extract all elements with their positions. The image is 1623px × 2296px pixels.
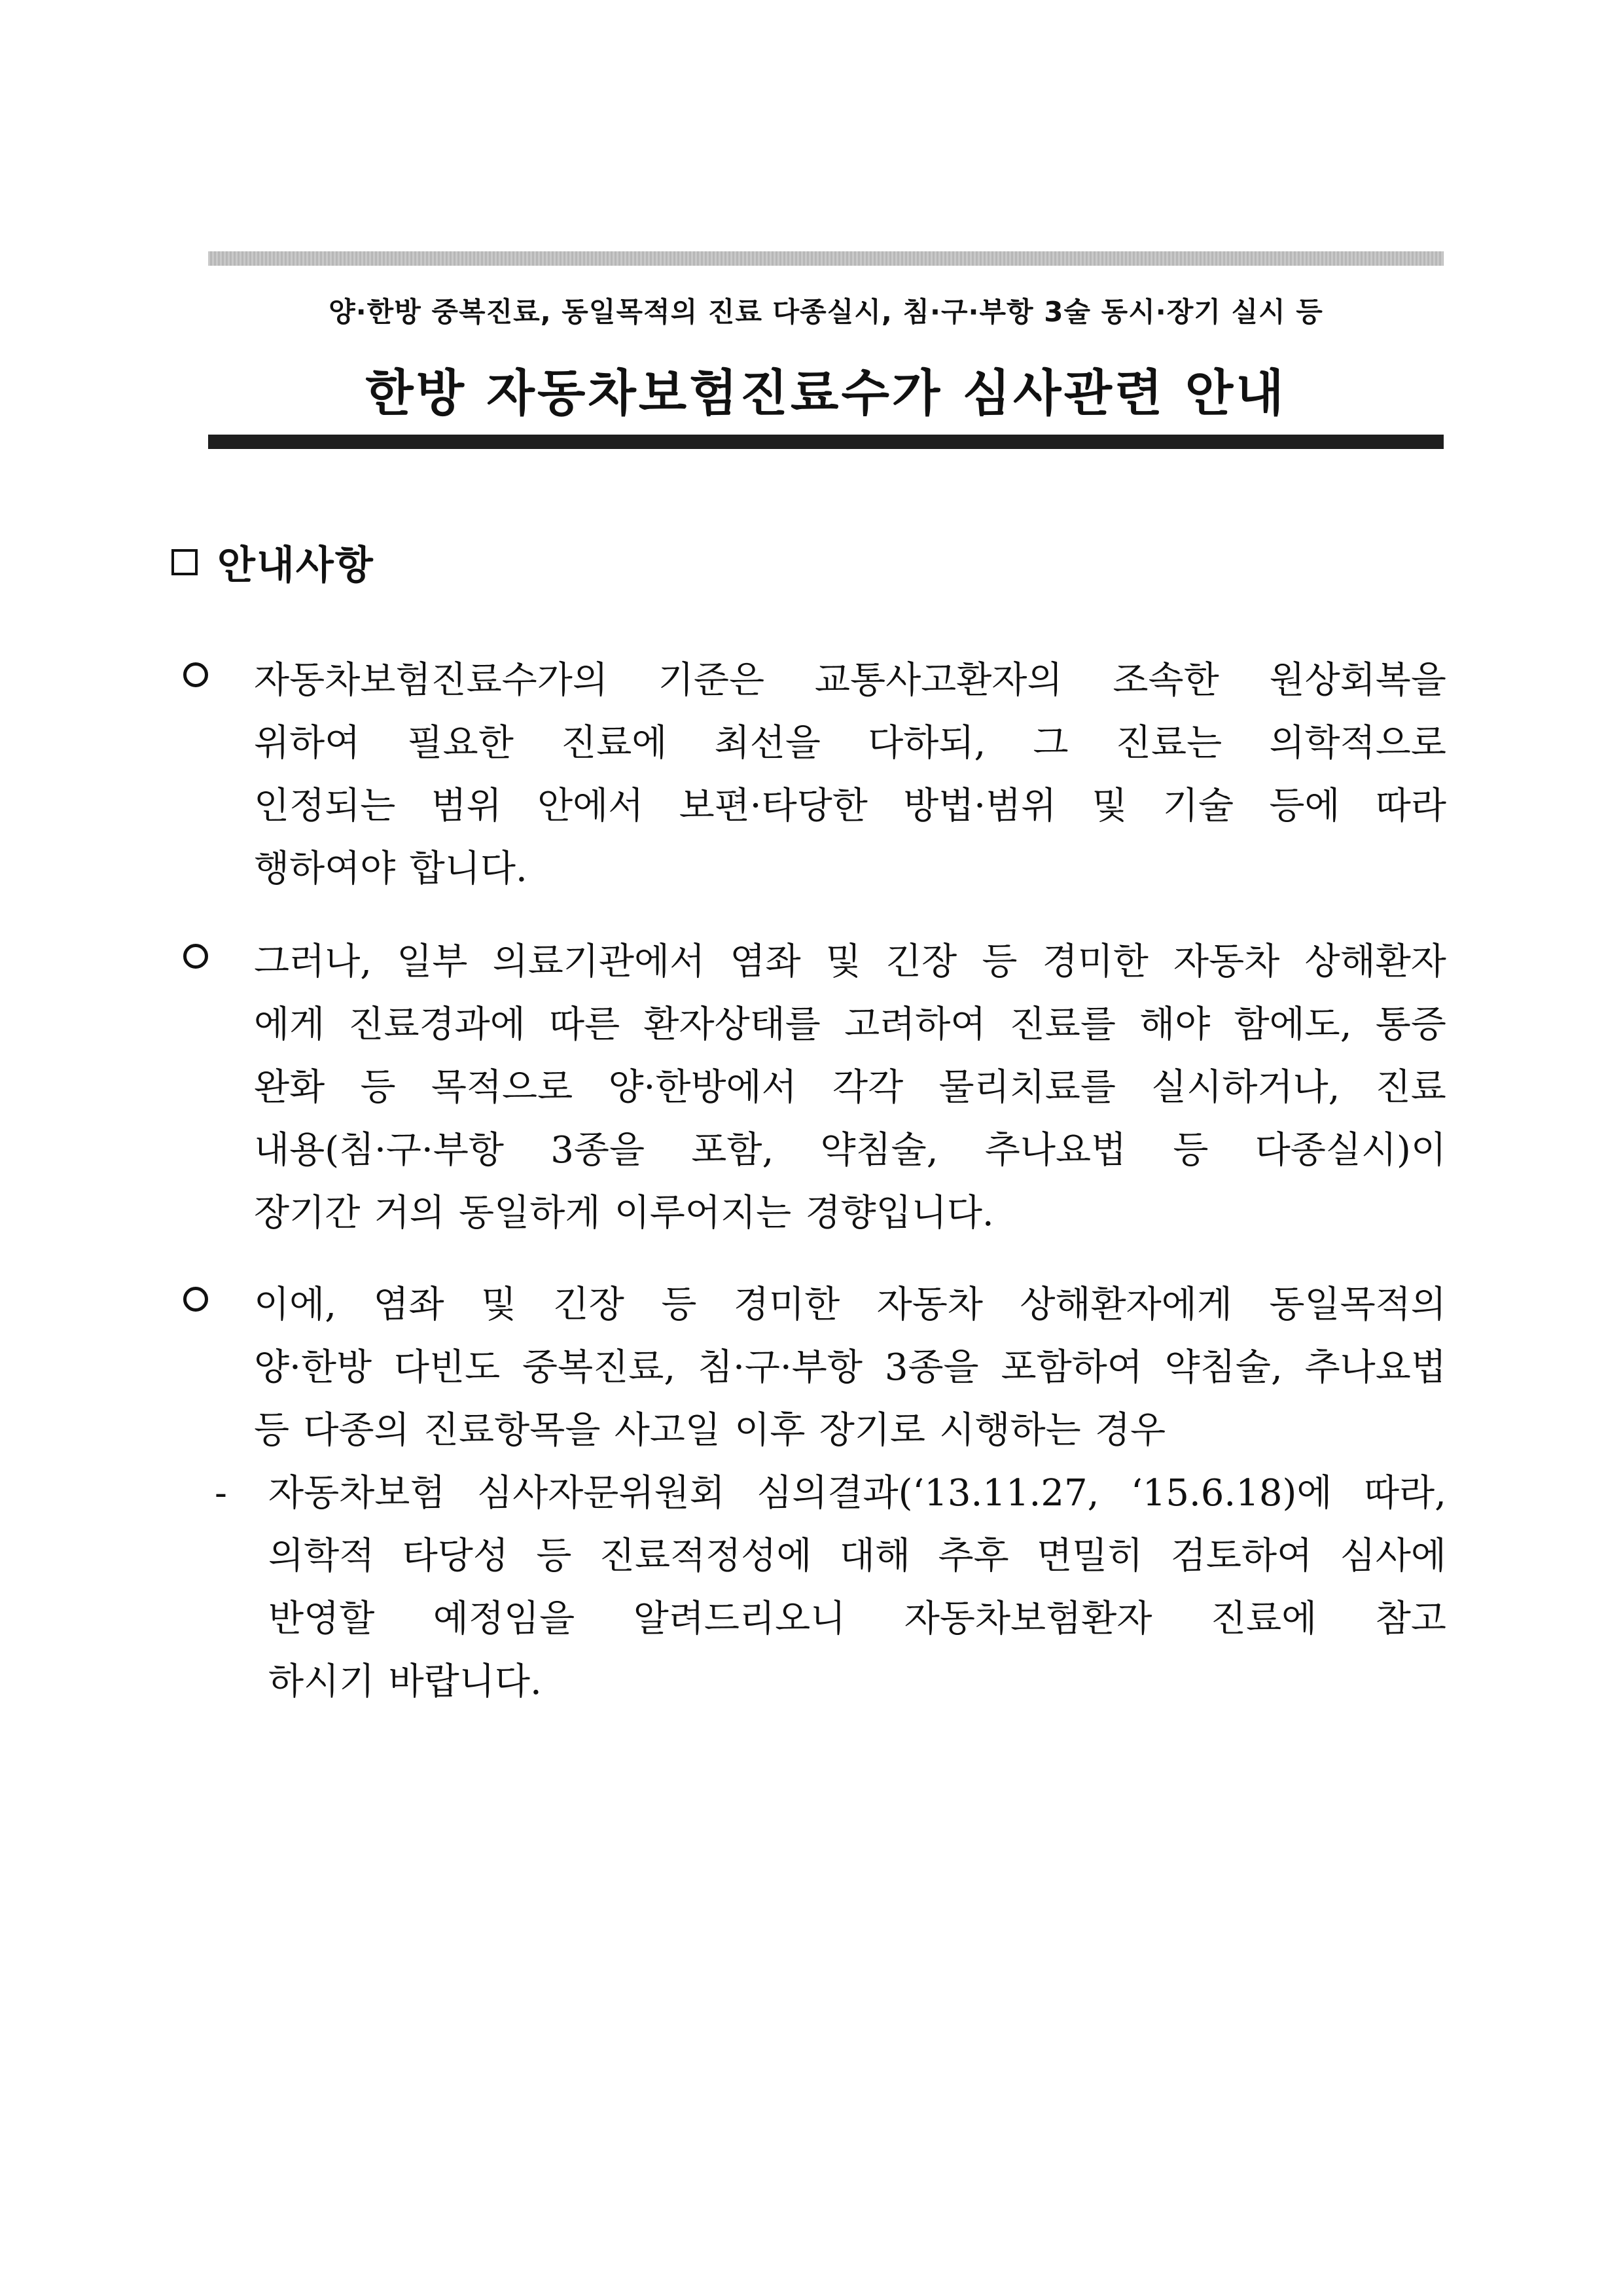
word: 장기로 bbox=[819, 1409, 926, 1452]
word: 의학적 bbox=[268, 1535, 375, 1577]
word: 위하여 bbox=[254, 722, 361, 764]
word: 동일목적의 bbox=[1269, 1283, 1446, 1326]
word: 3종을 bbox=[884, 1346, 979, 1389]
word: 함에도, bbox=[1234, 1003, 1352, 1046]
paragraph-line bbox=[254, 931, 1446, 994]
word: 자동차 bbox=[876, 1283, 983, 1326]
word: 의료기관에서 bbox=[492, 941, 705, 983]
word: 인정되는 bbox=[254, 785, 396, 827]
word: 심사에 bbox=[1340, 1535, 1446, 1577]
word: 포함, bbox=[691, 1129, 774, 1172]
word: 약침술, bbox=[1164, 1346, 1283, 1389]
word: 완화 bbox=[254, 1066, 325, 1109]
word: 진료를 bbox=[1009, 1003, 1116, 1046]
word: 참고 bbox=[1375, 1598, 1446, 1640]
word: 자동차보험 bbox=[268, 1472, 446, 1515]
paragraph-line bbox=[254, 838, 1446, 901]
word: 환자상태를 bbox=[643, 1003, 821, 1046]
word: 그러나, bbox=[254, 941, 372, 983]
word: 3종을 bbox=[550, 1129, 645, 1172]
word: 추나요법 bbox=[1304, 1346, 1446, 1389]
word: 내용(침·구·부항 bbox=[254, 1129, 505, 1172]
paragraph-line bbox=[254, 775, 1446, 838]
word: 목적으로 bbox=[431, 1066, 573, 1109]
word: 일부 bbox=[397, 941, 468, 983]
word: 거의 bbox=[374, 1192, 445, 1234]
word: 의학적으로 bbox=[1269, 722, 1446, 764]
word: 알려드리오니 bbox=[633, 1598, 846, 1640]
word: 등 bbox=[982, 941, 1018, 983]
word: 이루어지는 bbox=[614, 1192, 792, 1234]
word: 다종의 bbox=[303, 1409, 410, 1452]
word: 경미한 bbox=[733, 1283, 840, 1326]
word: 경향입니다. bbox=[805, 1192, 994, 1234]
word: 따라, bbox=[1363, 1472, 1446, 1515]
word: 다하되, bbox=[868, 722, 986, 764]
subitem-line bbox=[268, 1462, 1446, 1525]
word: 염좌 bbox=[373, 1283, 444, 1326]
word: 보편·타당한 bbox=[679, 785, 868, 827]
word: 등 bbox=[1173, 1129, 1209, 1172]
word: 통증 bbox=[1375, 1003, 1446, 1046]
word: 타당성 bbox=[402, 1535, 508, 1577]
word: 포함하여 bbox=[1001, 1346, 1143, 1389]
circle-bullet-icon bbox=[183, 662, 208, 687]
word: 진료경과에 bbox=[348, 1003, 526, 1046]
word: 해야 bbox=[1139, 1003, 1211, 1046]
word: 진료에 bbox=[1210, 1598, 1317, 1640]
word: 실시하거나, bbox=[1151, 1066, 1340, 1109]
word: 다빈도 bbox=[393, 1346, 501, 1389]
document-subtitle: 양·한방 중복진료, 동일목적의 진료 다종실시, 침·구·부항 3술 동시·장기 실시 등 bbox=[329, 296, 1323, 328]
circle-bullet-icon bbox=[183, 944, 208, 969]
word: 면밀히 bbox=[1037, 1535, 1143, 1577]
word: 긴장 bbox=[885, 941, 957, 983]
word: 진료에 bbox=[561, 722, 668, 764]
word: 원상회복을 bbox=[1269, 659, 1446, 702]
paragraph-line bbox=[254, 1182, 1446, 1245]
word: 따른 bbox=[549, 1003, 620, 1046]
word: 진료 bbox=[1375, 1066, 1446, 1109]
subitem-line bbox=[268, 1651, 1446, 1713]
section-heading bbox=[171, 534, 374, 590]
word: 심사자문위원회 bbox=[477, 1472, 725, 1515]
word: 등 bbox=[254, 1409, 290, 1452]
word: 추후 bbox=[938, 1535, 1009, 1577]
paragraph-line bbox=[254, 1056, 1446, 1119]
word: 상해환자에게 bbox=[1020, 1283, 1232, 1326]
word: 안에서 bbox=[537, 785, 644, 827]
word: ‘15.6.18)에 bbox=[1130, 1472, 1332, 1515]
word: 진료는 bbox=[1115, 722, 1222, 764]
word: 염좌 bbox=[730, 941, 801, 983]
word: 고려하여 bbox=[844, 1003, 986, 1046]
word: 따라 bbox=[1375, 785, 1446, 827]
word: 하시기 bbox=[268, 1660, 375, 1703]
paragraph-line bbox=[254, 649, 1446, 712]
word: 등 bbox=[661, 1283, 697, 1326]
word: 교통사고환자의 bbox=[814, 659, 1063, 702]
dash-bullet: - bbox=[215, 1472, 227, 1515]
word: 검토하여 bbox=[1170, 1535, 1313, 1577]
word: 각각 bbox=[832, 1066, 904, 1109]
word: 자동차보험진료수가의 bbox=[254, 659, 608, 702]
document-title: 한방 자동차보험진료수가 심사관련 안내 bbox=[365, 364, 1287, 422]
word: 에게 bbox=[254, 1003, 325, 1046]
word: 심의결과(‘13.11.27, bbox=[757, 1472, 1099, 1515]
word: 경우 bbox=[1094, 1409, 1166, 1452]
square-box-icon bbox=[171, 549, 198, 575]
word: 및 bbox=[481, 1283, 517, 1326]
word: 기술 bbox=[1162, 785, 1234, 827]
word: 자동차 bbox=[1173, 941, 1280, 983]
word: 기준은 bbox=[658, 659, 765, 702]
paragraph-line bbox=[254, 1399, 1446, 1462]
circle-bullet-icon bbox=[183, 1287, 208, 1312]
word: 이에, bbox=[254, 1283, 336, 1326]
word: 이후 bbox=[734, 1409, 806, 1452]
word: 필요한 bbox=[407, 722, 514, 764]
word: 중복진료, bbox=[522, 1346, 676, 1389]
section-heading-text: 안내사항 bbox=[217, 543, 374, 588]
word: 물리치료를 bbox=[938, 1066, 1116, 1109]
paragraph-line bbox=[254, 1119, 1446, 1182]
word: 장기간 bbox=[254, 1192, 361, 1234]
word: 다종실시)이 bbox=[1255, 1129, 1446, 1172]
word: 합니다. bbox=[409, 848, 527, 890]
word: 동일하게 bbox=[459, 1192, 601, 1234]
subitem-line bbox=[268, 1588, 1446, 1651]
word: 바랍니다. bbox=[388, 1660, 542, 1703]
paragraph-line bbox=[254, 1274, 1446, 1336]
word: 조속한 bbox=[1113, 659, 1219, 702]
word: 대해 bbox=[839, 1535, 911, 1577]
word: 상해환자 bbox=[1304, 941, 1446, 983]
word: 침·구·부항 bbox=[698, 1346, 863, 1389]
word: 최선을 bbox=[714, 722, 821, 764]
word: 추나요법 bbox=[984, 1129, 1127, 1172]
header-top-rule bbox=[208, 251, 1444, 266]
word: 반영할 bbox=[268, 1598, 375, 1640]
word: 시행하는 bbox=[939, 1409, 1081, 1452]
paragraph-line bbox=[254, 712, 1446, 775]
word: 진료적정성에 bbox=[599, 1535, 812, 1577]
word: 경미한 bbox=[1042, 941, 1149, 983]
header-bottom-rule bbox=[208, 435, 1444, 449]
word: 방법·범위 bbox=[903, 785, 1057, 827]
word: 및 bbox=[825, 941, 861, 983]
word: 등에 bbox=[1269, 785, 1340, 827]
subitem-line bbox=[268, 1525, 1446, 1588]
paragraph-line bbox=[254, 1336, 1446, 1399]
word: 예정임을 bbox=[433, 1598, 575, 1640]
paragraph-line bbox=[254, 994, 1446, 1056]
word: 양·한방 bbox=[254, 1346, 372, 1389]
word: 그 bbox=[1033, 722, 1069, 764]
word: 등 bbox=[360, 1066, 396, 1109]
word: 등 bbox=[536, 1535, 572, 1577]
word: 양·한방에서 bbox=[608, 1066, 797, 1109]
word: 약침술, bbox=[820, 1129, 938, 1172]
word: 긴장 bbox=[553, 1283, 624, 1326]
word: 및 bbox=[1092, 785, 1128, 827]
word: 사고일 bbox=[614, 1409, 721, 1452]
word: 범위 bbox=[431, 785, 502, 827]
word: 행하여야 bbox=[254, 848, 396, 890]
word: 자동차보험환자 bbox=[904, 1598, 1152, 1640]
word: 진료항목을 bbox=[423, 1409, 601, 1452]
